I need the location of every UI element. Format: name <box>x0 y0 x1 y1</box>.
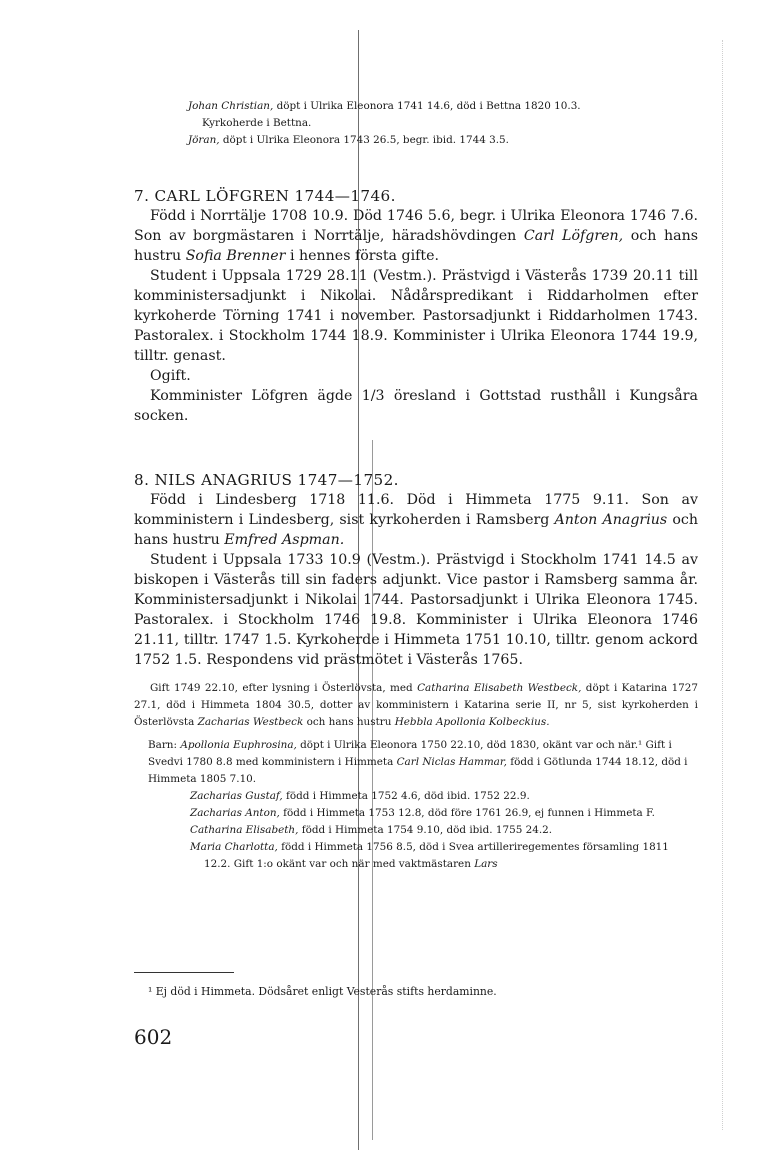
paragraph-marriage: Gift 1749 22.10, efter lysning i Österlövsta, med Catharina Elisabeth Westbeck, döpt i Katarina 1727 27.1, död i Himmeta 1804 30.5, dotter av komministern i Katarina serie II, nr 5, sist kyrkoherden i Österlövsta Zacharias Westbeck och hans hustru Hebbla Apollonia Kolbeckius. <box>134 682 699 728</box>
paragraph-career: Student i Uppsala 1733 10.9 (Vestm.). Prästvigd i Stockholm 1741 14.5 av biskopen i Västerås till sin faders adjunkt. Vice pastor i Ramsberg samma år. Komministersadjunkt i Nikolai 1744. Pastorsadjunkt i Ulrika Eleonora 1745. Pastoralex. i Stockholm 1746 19.8. Komminister i Ulrika Eleonora 1746 21.11, tilltr. 1747 1.5. Kyrkoherde i Himmeta 1751 10.10, tilltr. genom ackord 1752 1.5. Respondens vid prästmötet i Västerås 1765. <box>134 552 698 668</box>
page-number: 602 <box>134 1025 173 1049</box>
section-heading: 7. CARL LÖFGREN 1744—1746. <box>134 187 396 205</box>
footnote: ¹ Ej död i Himmeta. Dödsåret enligt Vesterås stifts herdaminne. <box>148 985 497 998</box>
spacer <box>134 670 698 680</box>
paragraph-property: Komminister Löfgren ägde 1/3 öresland i Gottstad rusthåll i Kungsåra socken. <box>134 388 698 424</box>
paragraph-career: Student i Uppsala 1729 28.11 (Vestm.). Prästvigd i Västerås 1739 20.11 till komministersadjunkt i Nikolai. Nådårspredikant i Riddarholmen efter kyrkoherde Törning 1741 i november. Pastorsadjunkt i Riddarholmen 1743. Pastoralex. i Stockholm 1744 18.9. Komminister i Ulrika Eleonora 1744 19.9, tilltr. genast. <box>134 268 698 364</box>
child-entry: Zacharias Anton, född i Himmeta 1753 12.8, död före 1761 26.9, ej funnen i Himmeta F. <box>190 807 655 819</box>
section-7 <box>134 186 698 426</box>
page-edge <box>722 40 723 1130</box>
section-8 <box>134 470 698 873</box>
child-entry: Jöran, döpt i Ulrika Eleonora 1743 26.5, begr. ibid. 1744 3.5. <box>188 134 509 146</box>
child-entry: Zacharias Gustaf, född i Himmeta 1752 4.6, död ibid. 1752 22.9. <box>190 790 530 802</box>
children-first-entry: Barn: Apollonia Euphrosina, döpt i Ulrika Eleonora 1750 22.10, död 1830, okänt var och när.¹ Gift i Svedvi 1780 8.8 med komministern i Himmeta Carl Niclas Hammar, född i Götlunda 1744 18.12, död i Himmeta 1805 7.10. <box>148 739 688 785</box>
child-entry: Maria Charlotta, född i Himmeta 1756 8.5, död i Svea artilleriregementes församling 1811 12.2. Gift 1:o okänt var och när med vaktmästaren Lars <box>190 841 669 870</box>
paragraph-birth: Född i Lindesberg 1718 11.6. Död i Himmeta 1775 9.11. Son av komministern i Lindesberg, sist kyrkoherden i Ramsberg Anton Anagrius och hans hustru Emfred Aspman. <box>134 492 698 548</box>
paragraph-marital: Ogift. <box>150 368 191 384</box>
child-entry: Catharina Elisabeth, född i Himmeta 1754 9.10, död ibid. 1755 24.2. <box>190 824 553 836</box>
child-entry-note: Kyrkoherde i Bettna. <box>202 117 312 129</box>
footnote-rule <box>134 972 234 973</box>
section-heading: 8. NILS ANAGRIUS 1747—1752. <box>134 471 399 489</box>
child-entry: Johan Christian, döpt i Ulrika Eleonora 1741 14.6, död i Bettna 1820 10.3. <box>188 100 581 112</box>
top-children-list <box>188 98 708 149</box>
paragraph-birth: Född i Norrtälje 1708 10.9. Död 1746 5.6, begr. i Ulrika Eleonora 1746 7.6. Son av borgmästaren i Norrtälje, häradshövdingen Carl Löfgren, och hans hustru Sofia Brenner i hennes första gifte. <box>134 208 698 264</box>
children-list <box>134 737 698 873</box>
